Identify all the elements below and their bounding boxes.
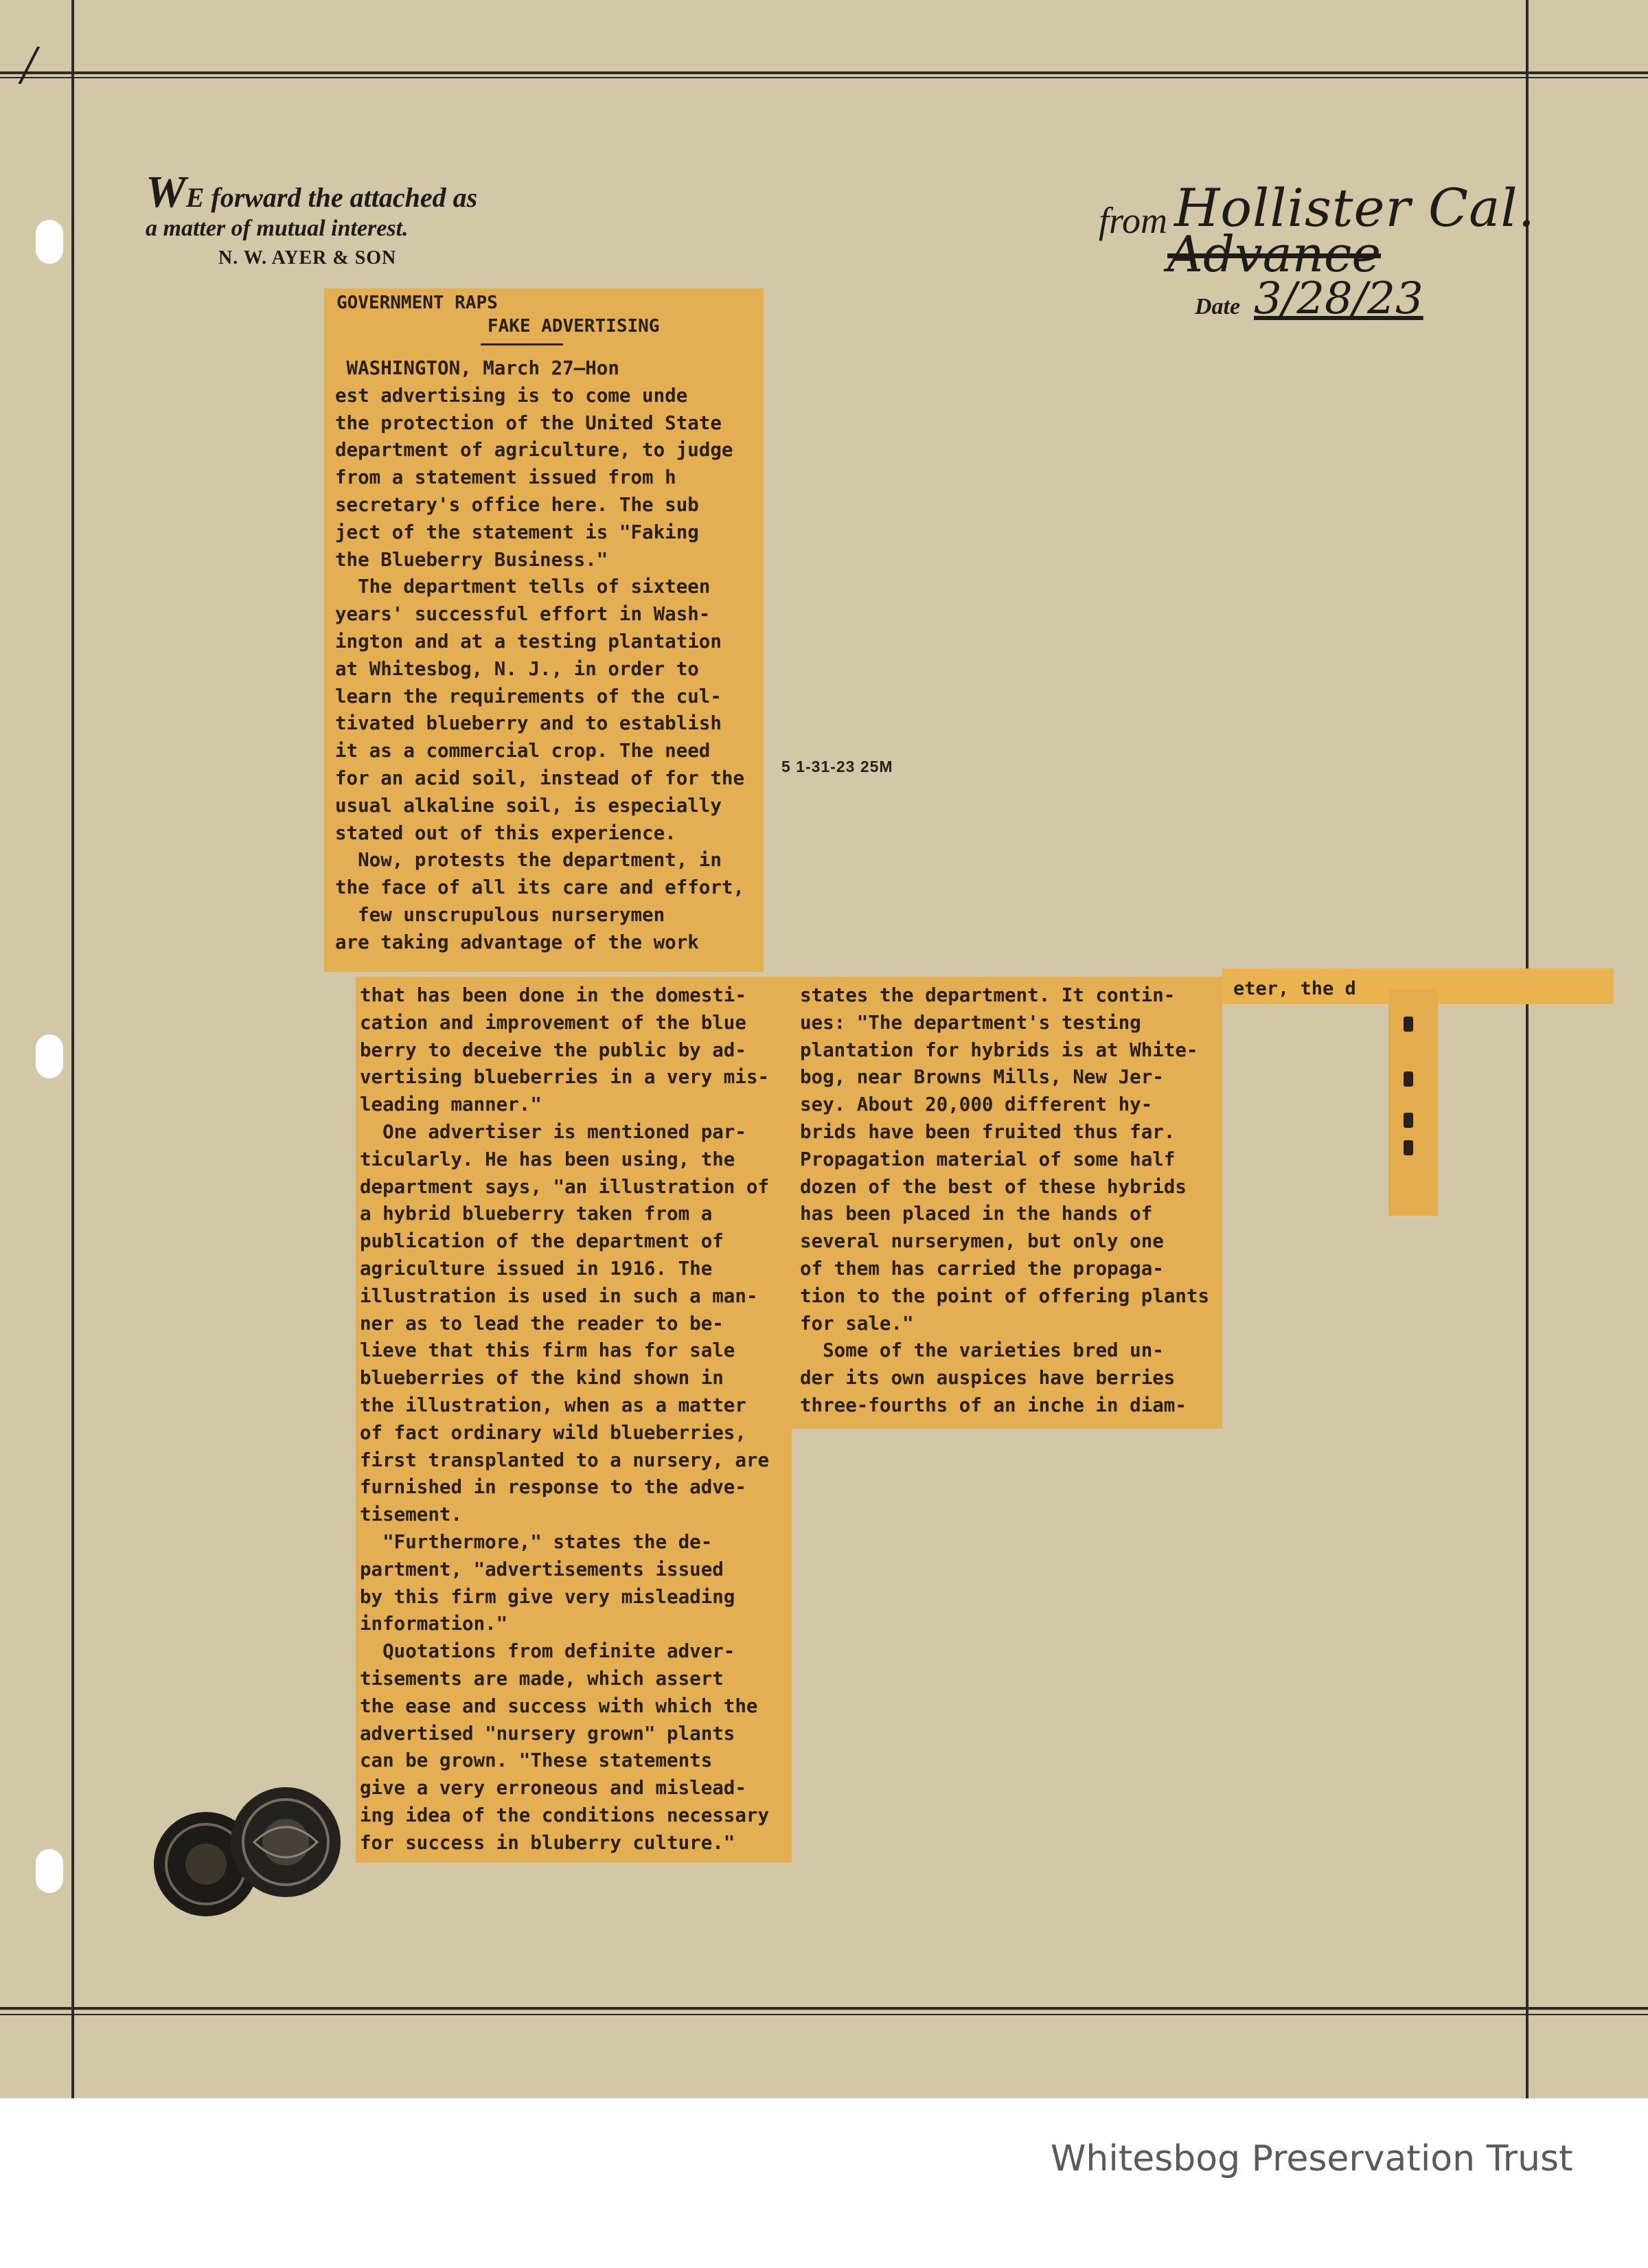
article-line: first transplanted to a nursery, are <box>360 1449 770 1471</box>
article-line: der its own auspices have berries <box>800 1367 1176 1390</box>
article-line: usual alkaline soil, is especially <box>335 794 722 817</box>
article-line: publication of the department of <box>360 1230 724 1253</box>
headline-line-2: FAKE ADVERTISING <box>488 316 660 337</box>
article-line: tisement. <box>360 1504 463 1526</box>
article-line: plantation for hybrids is at White- <box>800 1039 1198 1061</box>
article-line: the protection of the United State <box>335 411 722 434</box>
stamp-line-1-text: E forward the attached as <box>185 182 478 213</box>
article-line: brids have been fruited thus far. <box>800 1120 1176 1143</box>
side-strip-mark <box>1404 1071 1413 1087</box>
article-column-2 <box>356 977 792 1857</box>
article-line: stated out of this experience. <box>335 821 676 844</box>
article-line: agriculture issued in 1916. The <box>360 1257 713 1280</box>
stamp-initial: W <box>146 167 186 217</box>
source-annotation <box>1092 172 1614 337</box>
headline-line-1: GOVERNMENT RAPS <box>336 293 498 313</box>
article-line: has been placed in the hands of <box>800 1203 1153 1225</box>
article-line: ues: "The department's testing <box>800 1011 1141 1034</box>
from-handwriting: Hollister Cal. <box>1174 177 1535 238</box>
article-line: tisements are made, which assert <box>360 1667 724 1690</box>
article-line: The department tells of sixteen <box>335 576 711 598</box>
from-label: from <box>1099 200 1168 241</box>
article-line: can be grown. "These statements <box>360 1749 713 1772</box>
article-line: illustration is used in such a man- <box>360 1284 758 1307</box>
article-line: partment, "advertisements issued <box>360 1558 724 1580</box>
article-line: from a statement issued from h <box>335 466 676 489</box>
article-line: ject of the statement is "Faking <box>335 521 699 543</box>
article-line: bog, near Browns Mills, New Jer- <box>800 1066 1164 1089</box>
date-label: Date <box>1195 294 1241 319</box>
top-rule-line-thin <box>0 77 1648 78</box>
article-line: the face of all its care and effort, <box>335 876 745 899</box>
binder-hole <box>36 1849 63 1893</box>
article-line: of fact ordinary wild blueberries, <box>360 1421 746 1444</box>
article-line: advertised "nursery grown" plants <box>360 1722 735 1745</box>
article-line: it as a commercial crop. The need <box>335 740 711 762</box>
article-line: a hybrid blueberry taken from a <box>360 1203 713 1225</box>
article-line: Propagation material of some half <box>800 1148 1176 1170</box>
binder-hole <box>36 1034 63 1078</box>
side-strip-mark <box>1404 1017 1413 1032</box>
stamp-line-1 <box>146 167 478 217</box>
article-line: by this firm give very misleading <box>360 1585 735 1608</box>
article-line: for success in bluberry culture." <box>360 1831 735 1854</box>
article-line: are taking advantage of the work <box>335 931 699 953</box>
article-column-1 <box>324 345 764 957</box>
article-line: tion to the point of offering plants <box>800 1284 1210 1307</box>
article-line: ington and at a testing plantation <box>335 630 722 653</box>
article-line: department of agriculture, to judge <box>335 439 733 462</box>
article-line: at Whitesbog, N. J., in order to <box>335 657 699 680</box>
article-line: furnished in response to the adve- <box>360 1476 746 1499</box>
binder-hole <box>36 220 63 264</box>
article-line: berry to deceive the public by ad- <box>360 1039 746 1061</box>
bottom-rule-line <box>0 2007 1648 2010</box>
side-strip-mark <box>1404 1113 1413 1128</box>
forwarding-stamp <box>146 167 478 269</box>
article-line: leading manner." <box>360 1093 542 1116</box>
article-line: sey. About 20,000 different hy- <box>800 1093 1153 1116</box>
embossed-seal-image <box>151 1784 345 1919</box>
article-line: states the department. It contin- <box>800 984 1176 1006</box>
date-handwriting: 3/28/23 <box>1254 273 1423 324</box>
paper-handwriting: Advance <box>1167 225 1381 283</box>
article-line: WASHINGTON, March 27—Hon <box>335 357 619 379</box>
headline-block <box>324 288 764 345</box>
clipping-side-strip <box>1388 989 1438 1216</box>
clipping-top <box>324 288 764 972</box>
article-line: three-fourths of an inche in diam- <box>800 1394 1187 1416</box>
article-line: that has been done in the domesti- <box>360 984 746 1006</box>
article-line: the ease and success with which the <box>360 1694 758 1717</box>
article-line: Quotations from definite adver- <box>360 1640 735 1663</box>
article-line: learn the requirements of the cul- <box>335 685 722 707</box>
article-line: dozen of the best of these hybrids <box>800 1175 1187 1198</box>
article-line: for sale." <box>800 1312 914 1335</box>
article-column-3 <box>792 977 1222 1420</box>
article-line: lieve that this firm has for sale <box>360 1339 735 1362</box>
article-line: the Blueberry Business." <box>335 548 608 571</box>
article-line: ner as to lead the reader to be- <box>360 1312 724 1335</box>
side-strip-mark <box>1404 1140 1413 1155</box>
stamp-agency: N. W. AYER & SON <box>218 247 397 269</box>
article-line: for an acid soil, instead of for the <box>335 767 745 789</box>
article-line: Now, protests the department, in <box>335 849 722 872</box>
article-line: the illustration, when as a matter <box>360 1394 746 1416</box>
article-line: information." <box>360 1613 508 1635</box>
article-column-4-fragment: eter, the d <box>1233 978 1356 999</box>
article-line: years' successful effort in Wash- <box>335 603 711 626</box>
article-line: several nurserymen, but only one <box>800 1230 1164 1253</box>
footer-credit: Whitesbog Preservation Trust <box>1051 2138 1573 2179</box>
article-line: "Furthermore," states the de- <box>360 1530 713 1553</box>
article-line: est advertising is to come unde <box>335 384 688 407</box>
article-line: ticularly. He has been using, the <box>360 1148 735 1170</box>
article-line: of them has carried the propaga- <box>800 1257 1164 1280</box>
clipping-column-3 <box>792 977 1222 1429</box>
article-line: vertising blueberries in a very mis- <box>360 1066 770 1089</box>
article-line: cation and improvement of the blue <box>360 1011 746 1034</box>
article-line: One advertiser is mentioned par- <box>360 1120 746 1143</box>
corner-pencil-mark: / <box>21 35 36 95</box>
article-line: ing idea of the conditions necessary <box>360 1804 770 1826</box>
article-line: few unscrupulous nurserymen <box>335 903 665 926</box>
stamp-line-2: a matter of mutual interest. <box>146 216 409 241</box>
bottom-rule-line-thin <box>0 2014 1648 2015</box>
article-line: secretary's office here. The sub <box>335 493 699 516</box>
clipping-column-2 <box>356 977 792 1863</box>
left-rule-line <box>71 0 74 2098</box>
article-line: give a very erroneous and mislead- <box>360 1777 746 1800</box>
article-line: tivated blueberry and to establish <box>335 712 722 735</box>
article-line: department says, "an illustration of <box>360 1175 770 1198</box>
article-line: blueberries of the kind shown in <box>360 1367 724 1390</box>
article-line: Some of the varieties bred un- <box>800 1339 1164 1362</box>
top-rule-line <box>0 71 1648 74</box>
print-code: 5 1-31-23 25M <box>781 758 893 775</box>
